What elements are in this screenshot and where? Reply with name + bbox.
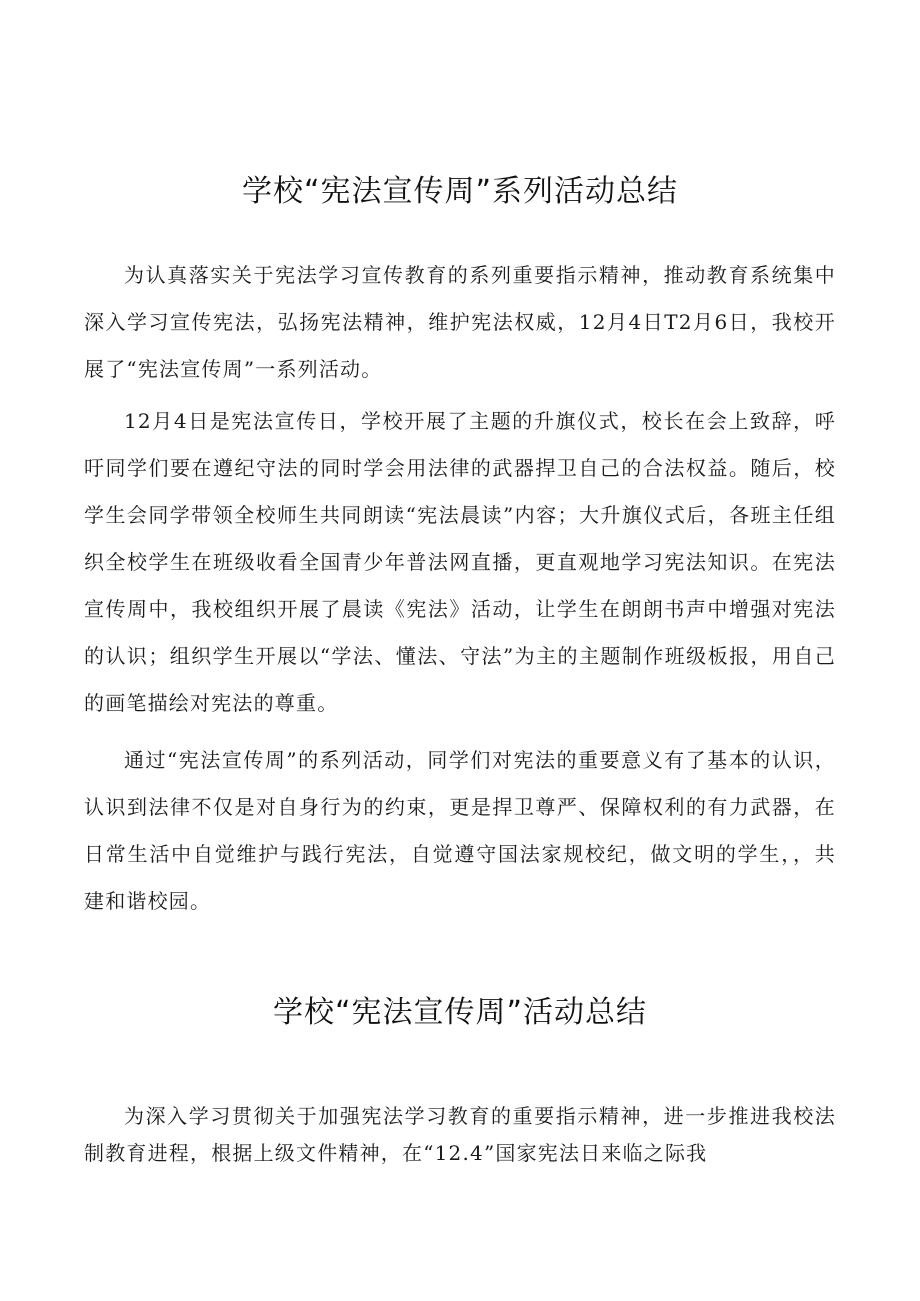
section-1-title: 学校“宪法宣传周”系列活动总结 <box>241 174 679 209</box>
section-2-title: 学校“宪法宣传周”活动总结 <box>272 995 648 1030</box>
section-1-paragraph-3: 通过“宪法宣传周”的系列活动，同学们对宪法的重要意义有了基本的认识，认识到法律不仅是对自身行为的约束，更是捍卫尊严、保障权利的有力武器，在日常生活中自觉维护与践行宪法，自觉遵守国法家规校纪，做文明的学生，，共建和谐校园。 <box>84 748 836 913</box>
section-1-paragraph-1: 为认真落实关于宪法学习宣传教育的系列重要指示精神，推动教育系统集中深入学习宣传宪法，弘扬宪法精神，维护宪法权威，12月4日T2月6日，我校开展了“宪法宣传周”一系列活动。 <box>84 263 836 381</box>
section-1-paragraph-2: 12月4日是宪法宣传日，学校开展了主题的升旗仪式，校长在会上致辞，呼吁同学们要在遵纪守法的同时学会用法律的武器捍卫自己的合法权益。随后，校学生会同学带领全校师生共同朗读“宪法晨读”内容；大升旗仪式后，各班主任组织全校学生在班级收看全国青少年普法网直播，更直观地学习宪法知识。在宪法宣传周中，我校组织开展了晨读《宪法》活动，让学生在朗朗书声中增强对宪法的认识；组织学生开展以“学法、懂法、守法”为主的主题制作班级板报，用自己的画笔描绘对宪法的尊重。 <box>84 409 836 715</box>
section-2-paragraph-1: 为深入学习贯彻关于加强宪法学习教育的重要指示精神，进一步推进我校法制教育进程，根据上级文件精神，在“12.4”国家宪法日来临之际我 <box>84 1104 836 1165</box>
